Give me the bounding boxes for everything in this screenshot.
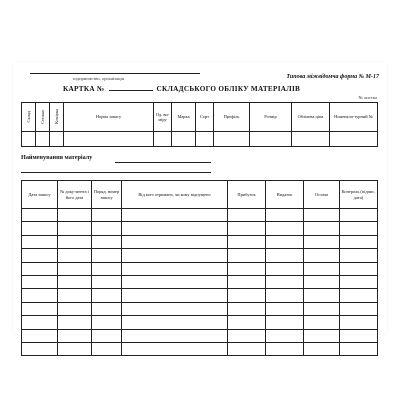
material-name-label: Найменування матеріалу xyxy=(21,154,93,161)
table-row xyxy=(22,289,378,302)
table-cell[interactable] xyxy=(22,342,58,355)
table-cell[interactable] xyxy=(122,235,228,248)
table-row xyxy=(22,329,378,342)
header-entry-date: Дата запису xyxy=(22,181,58,209)
table-cell[interactable] xyxy=(92,302,122,315)
header-grade: Сорт xyxy=(196,103,214,132)
table-cell[interactable] xyxy=(58,316,92,329)
table-cell[interactable] xyxy=(340,262,378,275)
table-cell[interactable] xyxy=(22,262,58,275)
table-cell[interactable] xyxy=(58,289,92,302)
table-cell[interactable] xyxy=(92,289,122,302)
table-cell[interactable] xyxy=(266,275,304,288)
card-number-blank xyxy=(109,84,153,91)
table-cell[interactable] xyxy=(122,209,228,222)
header-entry-number: Поряд. номер запису xyxy=(92,181,122,209)
table-cell[interactable] xyxy=(92,329,122,342)
material-attributes-table xyxy=(21,102,378,147)
table-cell[interactable] xyxy=(228,275,266,288)
cell-cell[interactable] xyxy=(50,132,64,147)
card-title-prefix: КАРТКА № xyxy=(63,85,105,93)
header-size: Розмір xyxy=(250,103,292,132)
table-cell[interactable] xyxy=(122,342,228,355)
cell-item-number[interactable] xyxy=(330,132,378,147)
cell-unit[interactable] xyxy=(154,132,172,147)
table-cell[interactable] xyxy=(58,209,92,222)
table-cell[interactable] xyxy=(92,342,122,355)
table-cell[interactable] xyxy=(122,249,228,262)
table-cell[interactable] xyxy=(92,275,122,288)
header-warehouse: Склад xyxy=(22,103,36,132)
table-cell[interactable] xyxy=(122,289,228,302)
table-row xyxy=(22,275,378,288)
table-cell[interactable] xyxy=(304,289,340,302)
attributes-value-row xyxy=(22,132,378,147)
table-cell[interactable] xyxy=(266,235,304,248)
table-cell[interactable] xyxy=(58,222,92,235)
table-cell[interactable] xyxy=(304,249,340,262)
cell-rack[interactable] xyxy=(36,132,50,147)
card-title xyxy=(63,84,300,93)
stock-card-form xyxy=(13,62,387,334)
table-cell[interactable] xyxy=(228,249,266,262)
table-cell[interactable] xyxy=(340,235,378,248)
header-issue: Видаток xyxy=(266,181,304,209)
table-cell[interactable] xyxy=(304,262,340,275)
table-cell[interactable] xyxy=(266,209,304,222)
table-cell[interactable] xyxy=(58,329,92,342)
cell-warehouse[interactable] xyxy=(22,132,36,147)
table-cell[interactable] xyxy=(228,329,266,342)
table-cell[interactable] xyxy=(92,209,122,222)
organization-line xyxy=(30,73,200,74)
table-row xyxy=(22,316,378,329)
table-cell[interactable] xyxy=(122,316,228,329)
organization-caption: підприємство, організація xyxy=(73,76,124,81)
table-cell[interactable] xyxy=(266,262,304,275)
movement-table xyxy=(21,180,378,356)
table-cell[interactable] xyxy=(92,249,122,262)
table-cell[interactable] xyxy=(304,329,340,342)
table-cell[interactable] xyxy=(228,316,266,329)
table-cell[interactable] xyxy=(228,222,266,235)
material-name-line xyxy=(115,162,211,163)
table-cell[interactable] xyxy=(340,289,378,302)
table-cell[interactable] xyxy=(304,235,340,248)
table-cell[interactable] xyxy=(266,222,304,235)
header-stock-norm: Норма запасу xyxy=(64,103,154,132)
header-rack: Стелаж xyxy=(36,103,50,132)
table-cell[interactable] xyxy=(340,329,378,342)
table-cell[interactable] xyxy=(122,275,228,288)
table-row xyxy=(22,209,378,222)
table-cell[interactable] xyxy=(304,316,340,329)
table-cell[interactable] xyxy=(22,329,58,342)
table-cell[interactable] xyxy=(92,222,122,235)
card-title-suffix: СКЛАДСЬКОГО ОБЛІКУ МАТЕРІАЛІВ xyxy=(156,85,301,93)
table-cell[interactable] xyxy=(22,235,58,248)
table-cell[interactable] xyxy=(22,222,58,235)
table-cell[interactable] xyxy=(266,342,304,355)
table-cell[interactable] xyxy=(304,342,340,355)
table-cell[interactable] xyxy=(266,249,304,262)
cell-profile[interactable] xyxy=(214,132,250,147)
movement-header-row xyxy=(22,181,378,209)
table-cell[interactable] xyxy=(228,289,266,302)
table-cell[interactable] xyxy=(340,275,378,288)
table-row xyxy=(22,235,378,248)
sheet-number-label: № листка xyxy=(358,95,377,100)
table-cell[interactable] xyxy=(304,275,340,288)
table-cell[interactable] xyxy=(340,342,378,355)
header-price: Облікова ціна xyxy=(292,103,330,132)
table-cell[interactable] xyxy=(22,249,58,262)
table-cell[interactable] xyxy=(340,249,378,262)
header-receipt: Прибуток xyxy=(228,181,266,209)
table-cell[interactable] xyxy=(22,289,58,302)
header-profile: Профіль xyxy=(214,103,250,132)
header-counterparty: Від кого отримано, чи кому відпущено xyxy=(122,181,228,209)
cell-stock-norm[interactable] xyxy=(64,132,154,147)
table-cell[interactable] xyxy=(58,302,92,315)
table-row xyxy=(22,262,378,275)
table-cell[interactable] xyxy=(22,316,58,329)
material-name-line-2 xyxy=(21,172,211,173)
table-cell[interactable] xyxy=(228,302,266,315)
table-cell[interactable] xyxy=(58,249,92,262)
table-cell[interactable] xyxy=(92,235,122,248)
table-cell[interactable] xyxy=(22,209,58,222)
cell-grade[interactable] xyxy=(196,132,214,147)
table-cell[interactable] xyxy=(58,275,92,288)
table-cell[interactable] xyxy=(228,342,266,355)
header-cell: Комірка xyxy=(50,103,64,132)
table-cell[interactable] xyxy=(340,316,378,329)
table-cell[interactable] xyxy=(228,235,266,248)
table-cell[interactable] xyxy=(266,329,304,342)
table-cell[interactable] xyxy=(22,275,58,288)
cell-size[interactable] xyxy=(250,132,292,147)
form-type-label: Типова міжвідомча форма № М-17 xyxy=(286,74,379,80)
table-cell[interactable] xyxy=(122,262,228,275)
table-cell[interactable] xyxy=(304,302,340,315)
table-cell[interactable] xyxy=(266,289,304,302)
table-cell[interactable] xyxy=(92,316,122,329)
header-document: № доку-мента і його дата xyxy=(58,181,92,209)
header-item-number: Номенкла-турний № xyxy=(330,103,378,132)
table-cell[interactable] xyxy=(58,262,92,275)
header-control: Контроль (підпис, дата) xyxy=(340,181,378,209)
header-brand: Марка xyxy=(172,103,196,132)
table-row xyxy=(22,249,378,262)
table-cell[interactable] xyxy=(122,302,228,315)
table-cell[interactable] xyxy=(304,222,340,235)
table-cell[interactable] xyxy=(122,329,228,342)
table-cell[interactable] xyxy=(228,209,266,222)
table-cell[interactable] xyxy=(22,302,58,315)
table-row xyxy=(22,342,378,355)
table-cell[interactable] xyxy=(340,222,378,235)
table-cell[interactable] xyxy=(228,262,266,275)
table-cell[interactable] xyxy=(58,342,92,355)
table-cell[interactable] xyxy=(122,222,228,235)
cell-brand[interactable] xyxy=(172,132,196,147)
table-cell[interactable] xyxy=(266,316,304,329)
table-cell[interactable] xyxy=(304,209,340,222)
cell-price[interactable] xyxy=(292,132,330,147)
table-row xyxy=(22,222,378,235)
header-balance: Остача xyxy=(304,181,340,209)
table-cell[interactable] xyxy=(340,302,378,315)
table-cell[interactable] xyxy=(58,235,92,248)
table-cell[interactable] xyxy=(92,262,122,275)
header-unit: Од. ви-міру xyxy=(154,103,172,132)
table-cell[interactable] xyxy=(340,209,378,222)
table-cell[interactable] xyxy=(266,302,304,315)
table-row xyxy=(22,302,378,315)
